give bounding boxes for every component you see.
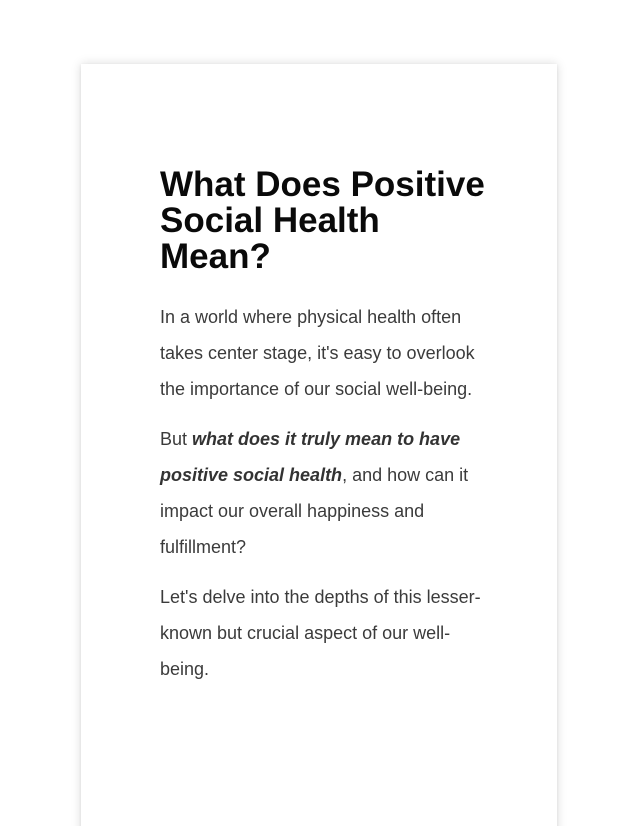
article-content bbox=[160, 167, 490, 701]
closing-paragraph: Let's delve into the depths of this lesser-known but crucial aspect of our well-being. bbox=[160, 587, 481, 679]
article-card bbox=[81, 64, 557, 826]
emphasized-question: what does it truly mean to have positive social health bbox=[160, 429, 461, 485]
question-lead-text: But bbox=[160, 429, 193, 449]
intro-paragraph: In a world where physical health often takes center stage, it's easy to overlook the importance of our social well-being. bbox=[160, 307, 475, 399]
article-title: What Does Positive Social Health Mean? bbox=[160, 165, 485, 276]
question-paragraph bbox=[160, 421, 490, 565]
question-tail-text: , and how can it impact our overall happiness and fulfillment? bbox=[160, 465, 469, 557]
